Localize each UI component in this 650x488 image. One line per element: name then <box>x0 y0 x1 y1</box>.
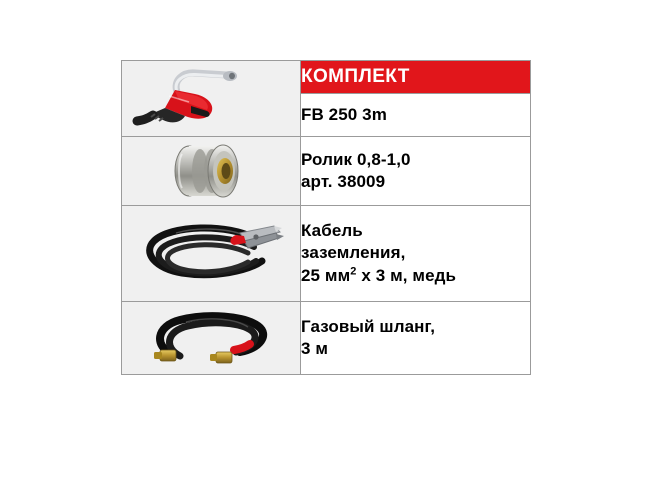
gas-hose-line-2: 3 м <box>301 339 329 358</box>
gas-hose-image <box>136 306 286 370</box>
earth-cable-line-3: 25 $мм^2$ x 3 м, медь <box>301 265 457 285</box>
earth-cable-line-1: Кабель <box>301 220 363 240</box>
torch-model-cell <box>301 94 531 137</box>
roller-text-cell <box>301 137 531 206</box>
torch-model-line-1: FB 250 3m <box>301 104 387 124</box>
wire-feed-roller-image <box>156 140 266 202</box>
table-row <box>122 137 531 206</box>
gas-hose-image-cell <box>122 302 301 375</box>
earth-cable-line-2: заземления, <box>301 243 406 263</box>
mig-welding-torch-image <box>131 64 291 134</box>
roller-line-1: Ролик 0,8-1,0 <box>301 149 411 169</box>
roller-line-2: арт. 38009 <box>301 172 386 191</box>
gas-hose-line-1: Газовый шланг, <box>301 316 436 336</box>
table-row <box>122 302 531 375</box>
earth-cable-text-cell <box>301 206 531 302</box>
table-row <box>122 206 531 302</box>
table-header-komplekt: КОМПЛЕКТ <box>301 61 531 94</box>
earth-cable-with-clamp-image <box>136 217 286 291</box>
earth-cable-image-cell <box>122 206 301 302</box>
table-row <box>122 61 531 94</box>
gas-hose-text-cell <box>301 302 531 375</box>
kit-contents-table <box>121 60 531 375</box>
torch-image-cell <box>122 61 301 137</box>
roller-image-cell <box>122 137 301 206</box>
